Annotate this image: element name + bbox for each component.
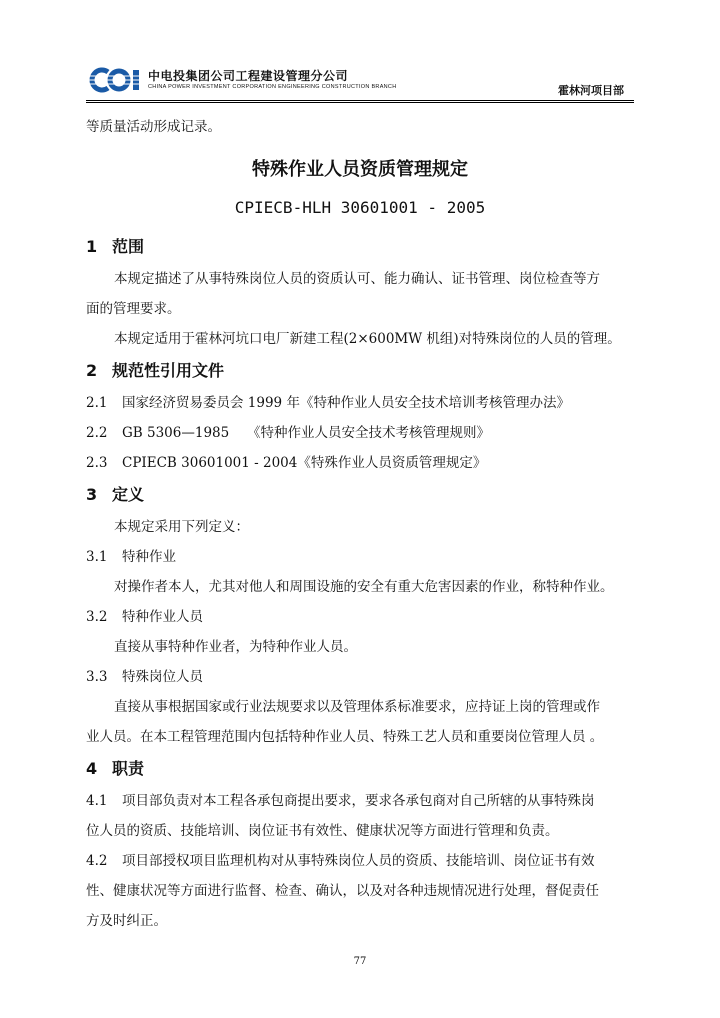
page-header: [86, 66, 634, 102]
definition-term: 3.2 特种作业人员: [86, 609, 203, 625]
definition-text: 业人员。在本工程管理范围内包括特种作业人员、特殊工艺人员和重要岗位管理人员 。: [86, 729, 604, 745]
section-heading-scope: 1 范围: [86, 237, 145, 256]
responsibility-text: 位人员的资质、技能培训、岗位证书有效性、健康状况等方面进行管理和负责。: [86, 823, 559, 839]
definition-text: 直接从事根据国家或行业法规要求以及管理体系标准要求，应持证上岗的管理或作: [114, 699, 600, 715]
section-heading-responsibilities: 4 职责: [86, 759, 145, 778]
continuation-text: 等质量活动形成记录。: [86, 119, 221, 135]
paragraph: 本规定描述了从事特殊岗位人员的资质认可、能力确认、证书管理、岗位检查等方: [114, 271, 600, 287]
org-name-chinese: 中电投集团公司工程建设管理分公司: [148, 69, 349, 83]
responsibility-item: 4.1 项目部负责对本工程各承包商提出要求，要求各承包商对自己所辖的从事特殊岗: [86, 793, 595, 809]
paragraph: 本规定采用下列定义：: [114, 519, 249, 535]
definition-term: 3.3 特殊岗位人员: [86, 669, 203, 685]
page-number: 77: [353, 956, 367, 967]
reference-item: 2.1 国家经济贸易委员会 1999 年《特种作业人员安全技术培训考核管理办法》: [86, 395, 570, 411]
section-heading-definitions: 3 定义: [86, 485, 145, 504]
responsibility-text: 性、健康状况等方面进行监督、检查、确认，以及对各种违规情况进行处理，督促责任: [86, 883, 599, 899]
document-body: [86, 112, 634, 936]
document-code: CPIECB-HLH 30601001 - 2005: [234, 198, 486, 217]
definition-text: 对操作者本人，尤其对他人和周围设施的安全有重大危害因素的作业，称特种作业。: [114, 579, 614, 595]
project-department: 霍林河项目部: [558, 84, 624, 97]
section-heading-references: 2 规范性引用文件: [86, 361, 225, 380]
header-divider: [86, 100, 634, 103]
paragraph: 面的管理要求。: [86, 301, 181, 317]
org-name-english: CHINA POWER INVESTMENT CORPORATION ENGINEERING CONSTRUCTION BRANCH: [148, 84, 397, 90]
reference-item: 2.2 GB 5306—1985 《特种作业人员安全技术考核管理规则》: [86, 425, 490, 441]
definition-text: 直接从事特种作业者，为特种作业人员。: [114, 639, 357, 655]
cpi-logo-icon: [86, 66, 144, 94]
responsibility-item: 4.2 项目部授权项目监理机构对从事特殊岗位人员的资质、技能培训、岗位证书有效: [86, 853, 595, 869]
reference-item: 2.3 CPIECB 30601001 - 2004《特殊作业人员资质管理规定》: [86, 455, 487, 471]
definition-term: 3.1 特种作业: [86, 549, 176, 565]
document-title: 特殊作业人员资质管理规定: [252, 159, 468, 180]
responsibility-text: 方及时纠正。: [86, 913, 167, 929]
paragraph: 本规定适用于霍林河坑口电厂新建工程(2×600MW 机组)对特殊岗位的人员的管理。: [114, 331, 621, 347]
